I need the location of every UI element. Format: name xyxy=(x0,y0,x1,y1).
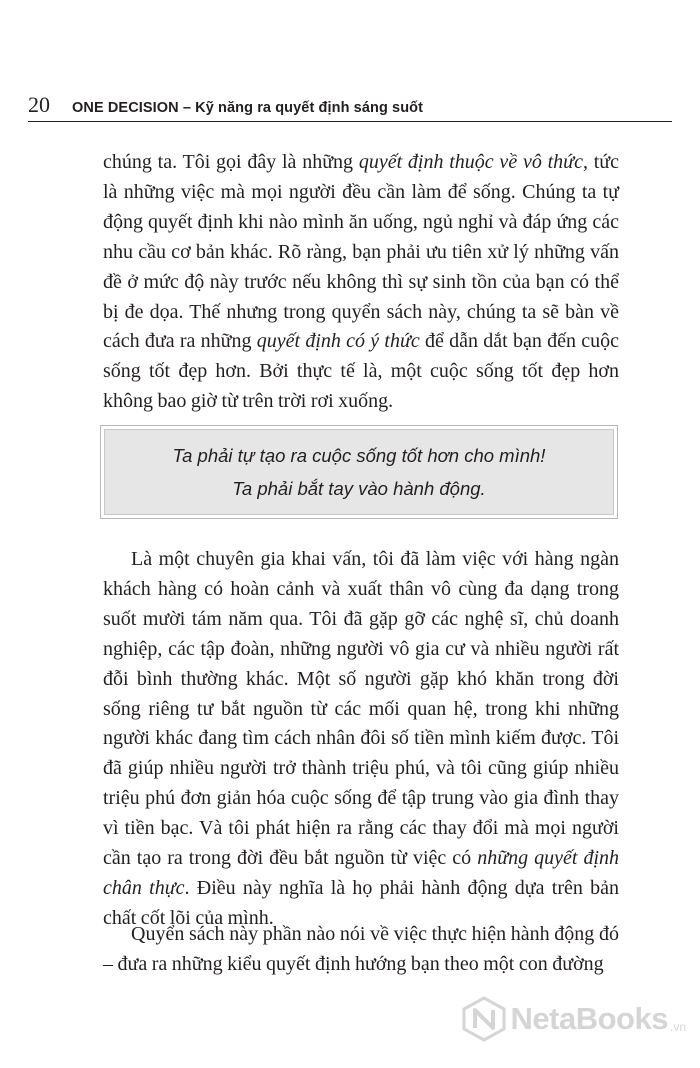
paragraph-3-text-a: Quyển sách này phần nào nói về việc thực hiện hành động đó – đưa ra những kiểu quyết định hướng bạn theo một con đường xyxy=(103,923,619,975)
pull-quote-line-2: Ta phải bắt tay vào hành động. xyxy=(232,478,486,499)
pull-quote-box xyxy=(100,425,618,519)
paragraph-2-text-b: . Điều này nghĩa là họ phải hành động dựa trên bản chất cốt lõi của mình. xyxy=(103,876,619,929)
paragraph-1-text-c: để dẫn dắt bạn đến cuộc sống tốt đẹp hơn. Bởi thực tế là, một cuộc sống tốt đẹp hơn không bao giờ từ trên trời rơi xuống. xyxy=(103,330,620,413)
watermark-suffix: .vn xyxy=(669,1020,686,1034)
paragraph-1 xyxy=(103,148,619,417)
paragraph-1-text-b: , tức là những việc mà mọi người đều cần làm để sống. Chúng ta tự động quyết định khi nào mình ăn uống, ngủ nghỉ và đáp ứng các nhu cầu cơ bản khác. Rõ ràng, bạn phải ưu tiên xử lý những vấn đề ở mức độ này trước nếu không thì sự sinh tồn của bạn có thể bị đe dọa. Thế nhưng trong quyển sách này, chúng ta sẽ bàn về cách đưa ra những xyxy=(103,151,619,353)
page-header xyxy=(28,92,672,118)
paragraph-1-text-a: chúng ta. Tôi gọi đây là những xyxy=(103,151,359,173)
watermark xyxy=(461,996,686,1042)
netabooks-logo-icon xyxy=(461,996,507,1042)
pull-quote xyxy=(104,429,614,515)
page-number: 20 xyxy=(28,92,50,117)
paragraph-2-text-a: Là một chuyên gia khai vấn, tôi đã làm việc với hàng ngàn khách hàng có hoàn cảnh và xuất thân vô cùng đa dạng trong suốt mười tám năm qua. Tôi đã gặp gỡ các nghệ sĩ, chủ doanh nghiệp, các tập đoàn, những người vô gia cư và nhiều người rất đỗi bình thường khác. Một số người gặp khó khăn trong đời sống riêng tư bắt nguồn từ các mối quan hệ, trong khi những người khác đang tìm cách nhân đôi số tiền mình kiếm được. Tôi đã giúp nhiều người trở thành triệu phú, và tôi cũng giúp nhiều triệu phú đơn giản hóa cuộc sống để tập trung vào gia đình thay vì tiền bạc. Và tôi phát hiện ra rằng các thay đổi mà mọi người cần tạo ra trong đời đều bắt nguồn từ việc có xyxy=(103,548,619,870)
paragraph-2 xyxy=(103,545,619,934)
running-title: ONE DECISION – Kỹ năng ra quyết định sáng suốt xyxy=(72,100,424,116)
pull-quote-line-1: Ta phải tự tạo ra cuộc sống tốt hơn cho mình! xyxy=(172,445,546,466)
paragraph-3 xyxy=(103,920,619,980)
header-divider xyxy=(28,121,672,122)
paragraph-1-italic-a: quyết định thuộc về vô thức xyxy=(358,151,583,173)
watermark-text: NetaBooks xyxy=(510,1001,668,1036)
paragraph-2-italic-a: những quyết định chân thực xyxy=(103,847,620,899)
paragraph-1-italic-b: quyết định có ý thức xyxy=(256,330,420,353)
